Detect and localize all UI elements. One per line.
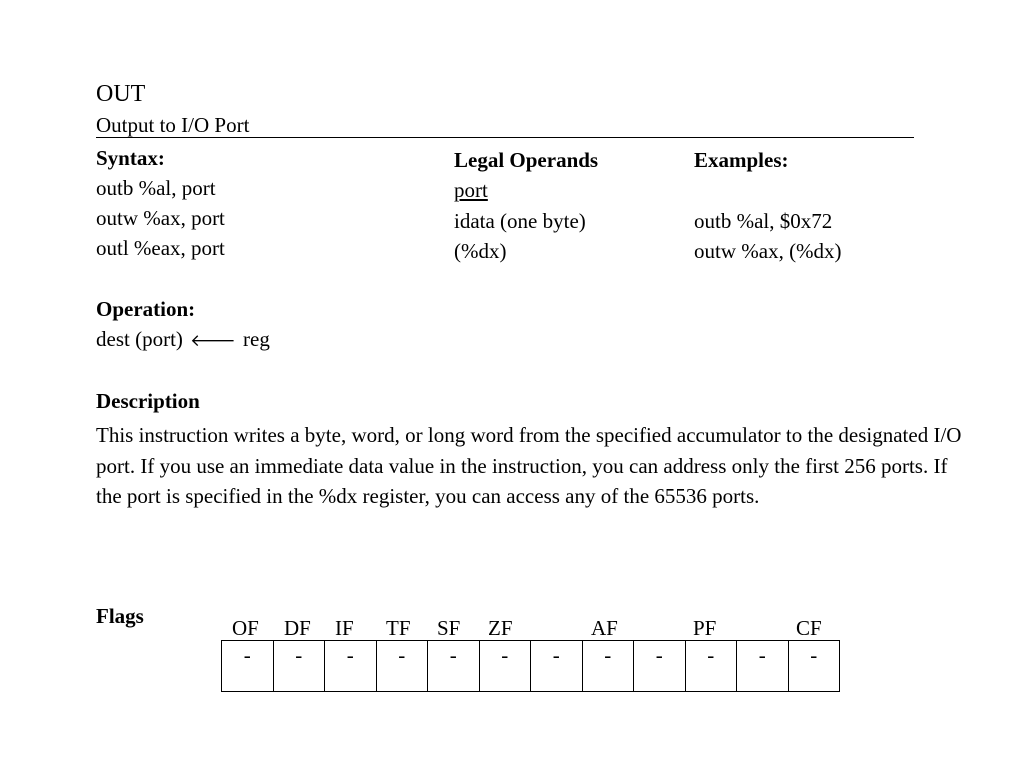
flag-cell: - bbox=[222, 641, 274, 692]
flags-label: Flags bbox=[96, 604, 144, 628]
instruction-title: OUT bbox=[96, 81, 146, 107]
flag-header: IF bbox=[335, 616, 354, 640]
flag-header: DF bbox=[284, 616, 311, 640]
description-label: Description bbox=[96, 389, 200, 413]
flag-cell: - bbox=[325, 641, 377, 692]
flags-row bbox=[222, 641, 840, 692]
syntax-label: Syntax: bbox=[96, 146, 165, 170]
flag-header: AF bbox=[591, 616, 618, 640]
flag-cell: - bbox=[376, 641, 428, 692]
flag-header: TF bbox=[386, 616, 411, 640]
flag-header: CF bbox=[796, 616, 822, 640]
operation-expression bbox=[96, 327, 270, 353]
flag-cell: - bbox=[273, 641, 325, 692]
flag-cell: - bbox=[634, 641, 686, 692]
examples-label: Examples: bbox=[694, 148, 789, 172]
flags-table bbox=[221, 640, 840, 692]
operation-label: Operation: bbox=[96, 297, 196, 321]
syntax-line: outw %ax, port bbox=[96, 206, 225, 230]
example-item: outb %al, $0x72 bbox=[694, 209, 833, 233]
legal-operands-label: Legal Operands bbox=[454, 148, 599, 172]
operation-dest: dest (port) bbox=[96, 327, 183, 351]
flag-header: OF bbox=[232, 616, 259, 640]
syntax-line: outl %eax, port bbox=[96, 236, 225, 260]
example-item: outw %ax, (%dx) bbox=[694, 239, 842, 263]
left-arrow-icon: 🡐 bbox=[190, 331, 236, 351]
legal-operand-item: (%dx) bbox=[454, 239, 507, 263]
flag-cell: - bbox=[531, 641, 583, 692]
flag-cell: - bbox=[479, 641, 531, 692]
flag-cell: - bbox=[428, 641, 480, 692]
instruction-subtitle: Output to I/O Port bbox=[96, 113, 914, 138]
legal-operand-item: idata (one byte) bbox=[454, 209, 586, 233]
operation-src: reg bbox=[243, 327, 270, 351]
legal-operands-sublabel: port bbox=[454, 178, 488, 202]
description-text: This instruction writes a byte, word, or long word from the specified accumulator to the designated I/O port. If you use an immediate data value in the instruction, you can address only the first 256 ports. If the port is specified in the %dx register, you can access any of the 65536 ports. bbox=[96, 423, 962, 508]
flag-cell: - bbox=[788, 641, 840, 692]
syntax-line: outb %al, port bbox=[96, 176, 216, 200]
flag-header: ZF bbox=[488, 616, 513, 640]
flag-header: PF bbox=[693, 616, 717, 640]
flag-cell: - bbox=[582, 641, 634, 692]
flag-header: SF bbox=[437, 616, 461, 640]
flag-cell: - bbox=[685, 641, 737, 692]
flag-cell: - bbox=[737, 641, 789, 692]
